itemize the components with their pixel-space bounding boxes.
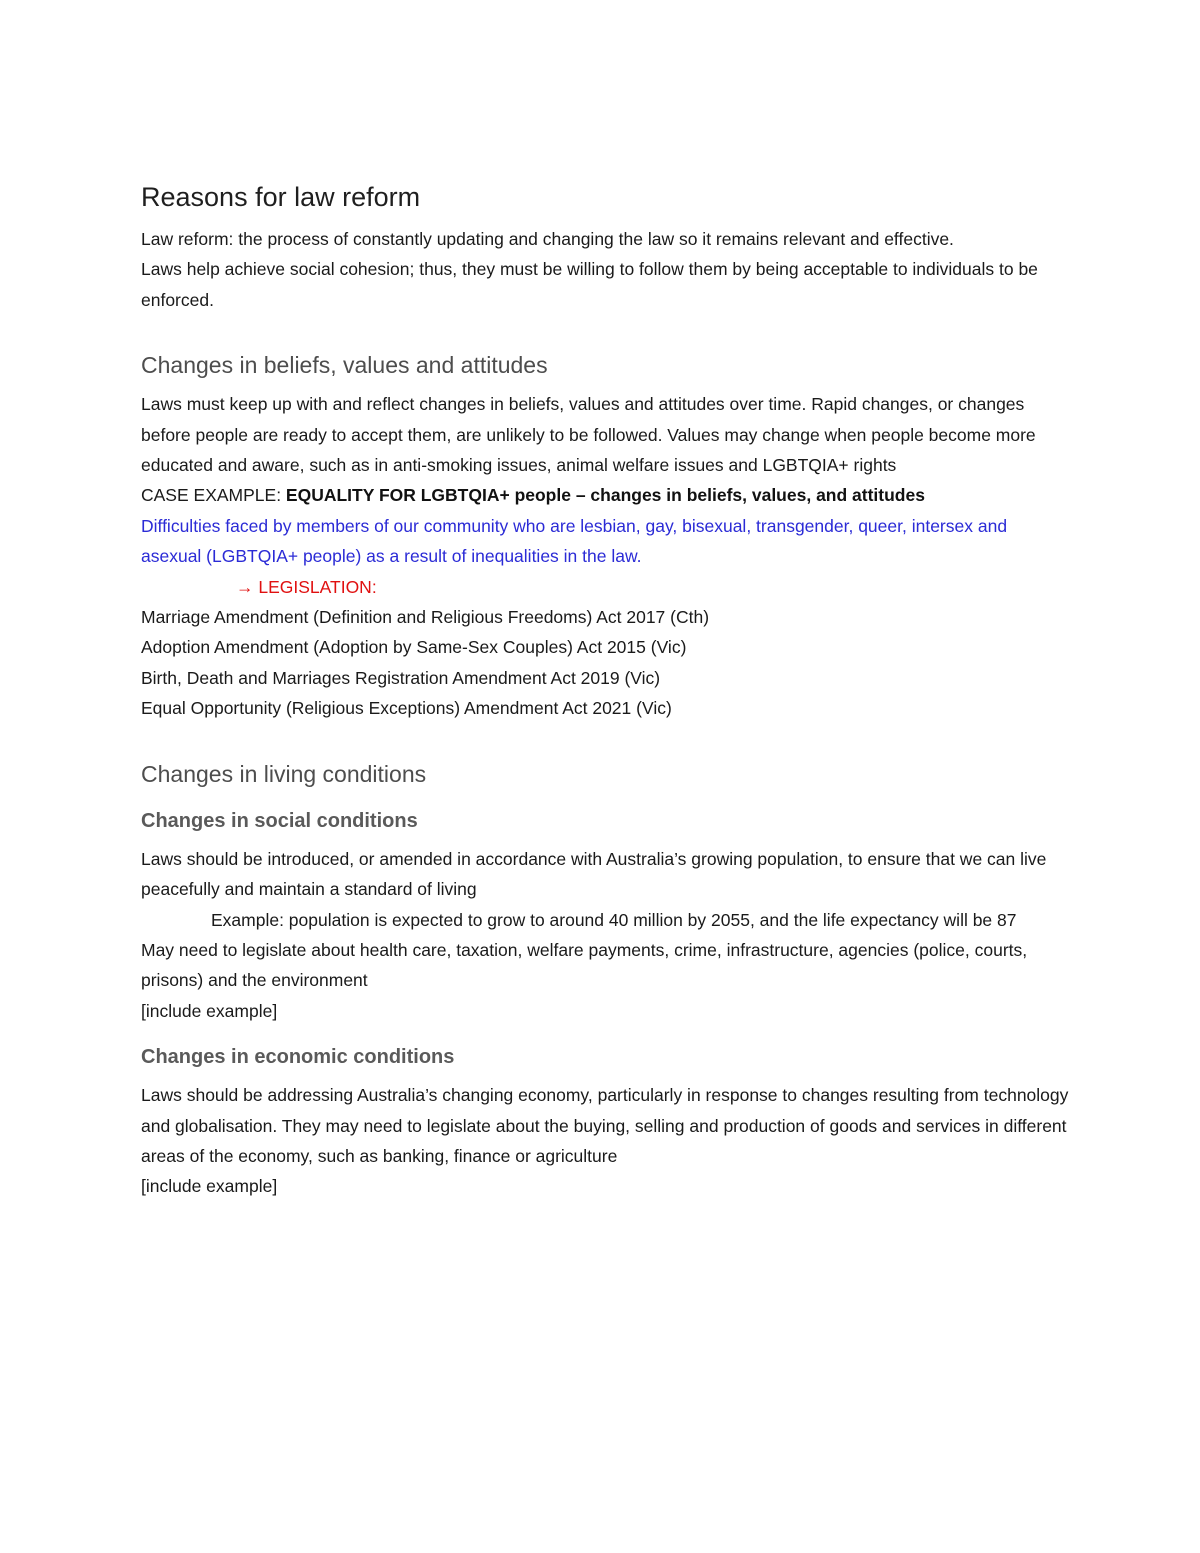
case-example-line: [141, 480, 1071, 510]
case-description: Difficulties faced by members of our community who are lesbian, gay, bisexual, transgender, queer, intersex and asexual (LGBTQIA+ people) as a result of inequalities in the law.: [141, 515, 1008, 567]
legislation-item: Equal Opportunity (Religious Exceptions) Amendment Act 2021 (Vic): [141, 698, 672, 719]
legislation-item: Birth, Death and Marriages Registration Amendment Act 2019 (Vic): [141, 667, 661, 688]
document-page: [141, 178, 1071, 1202]
beliefs-heading: Changes in beliefs, values and attitudes: [141, 352, 548, 379]
social-conditions-paragraph: Laws should be introduced, or amended in accordance with Australia’s growing population, to ensure that we can live peacefully and maintain a standard of living: [141, 848, 1047, 900]
legislate-areas-paragraph: May need to legislate about health care, taxation, welfare payments, crime, infrastructure, agencies (police, courts, prisons) and the environment: [141, 939, 1028, 991]
economic-conditions-paragraph: Laws should be addressing Australia’s changing economy, particularly in response to changes resulting from technology and globalisation. They may need to legislate about the buying, selling and production of goods and services in different areas of the economy, such as banking, finance or agriculture: [141, 1085, 1069, 1166]
legislation-item: Marriage Amendment (Definition and Religious Freedoms) Act 2017 (Cth): [141, 607, 710, 628]
document-title: Reasons for law reform: [141, 182, 421, 212]
economic-conditions-heading: Changes in economic conditions: [141, 1046, 455, 1069]
beliefs-paragraph: Laws must keep up with and reflect changes in beliefs, values and attitudes over time. Rapid changes, or changes before people are ready to accept them, are unlikely to be followed. Values may change when people become more educated and aware, such as in anti-smoking issues, animal welfare issues and LGBTQIA+ rights: [141, 394, 1036, 476]
legislation-label: → LEGISLATION:: [236, 576, 377, 597]
case-example-prefix: CASE EXAMPLE:: [141, 485, 286, 506]
social-conditions-heading: Changes in social conditions: [141, 809, 418, 832]
law-reform-definition: Law reform: the process of constantly updating and changing the law so it remains relevant and effective.: [141, 229, 954, 249]
social-example-placeholder: [include example]: [141, 1000, 278, 1021]
living-conditions-heading: Changes in living conditions: [141, 760, 427, 787]
social-cohesion-paragraph: Laws help achieve social cohesion; thus, they must be willing to follow them by being acceptable to individuals to be enforced.: [141, 259, 1038, 310]
legislation-item: Adoption Amendment (Adoption by Same-Sex Couples) Act 2015 (Vic): [141, 637, 687, 658]
economic-example-placeholder: [include example]: [141, 1176, 278, 1197]
population-example: Example: population is expected to grow to around 40 million by 2055, and the life expectancy will be 87: [211, 909, 1017, 930]
case-example-title: EQUALITY FOR LGBTQIA+ people – changes in beliefs, values, and attitudes: [285, 485, 925, 506]
